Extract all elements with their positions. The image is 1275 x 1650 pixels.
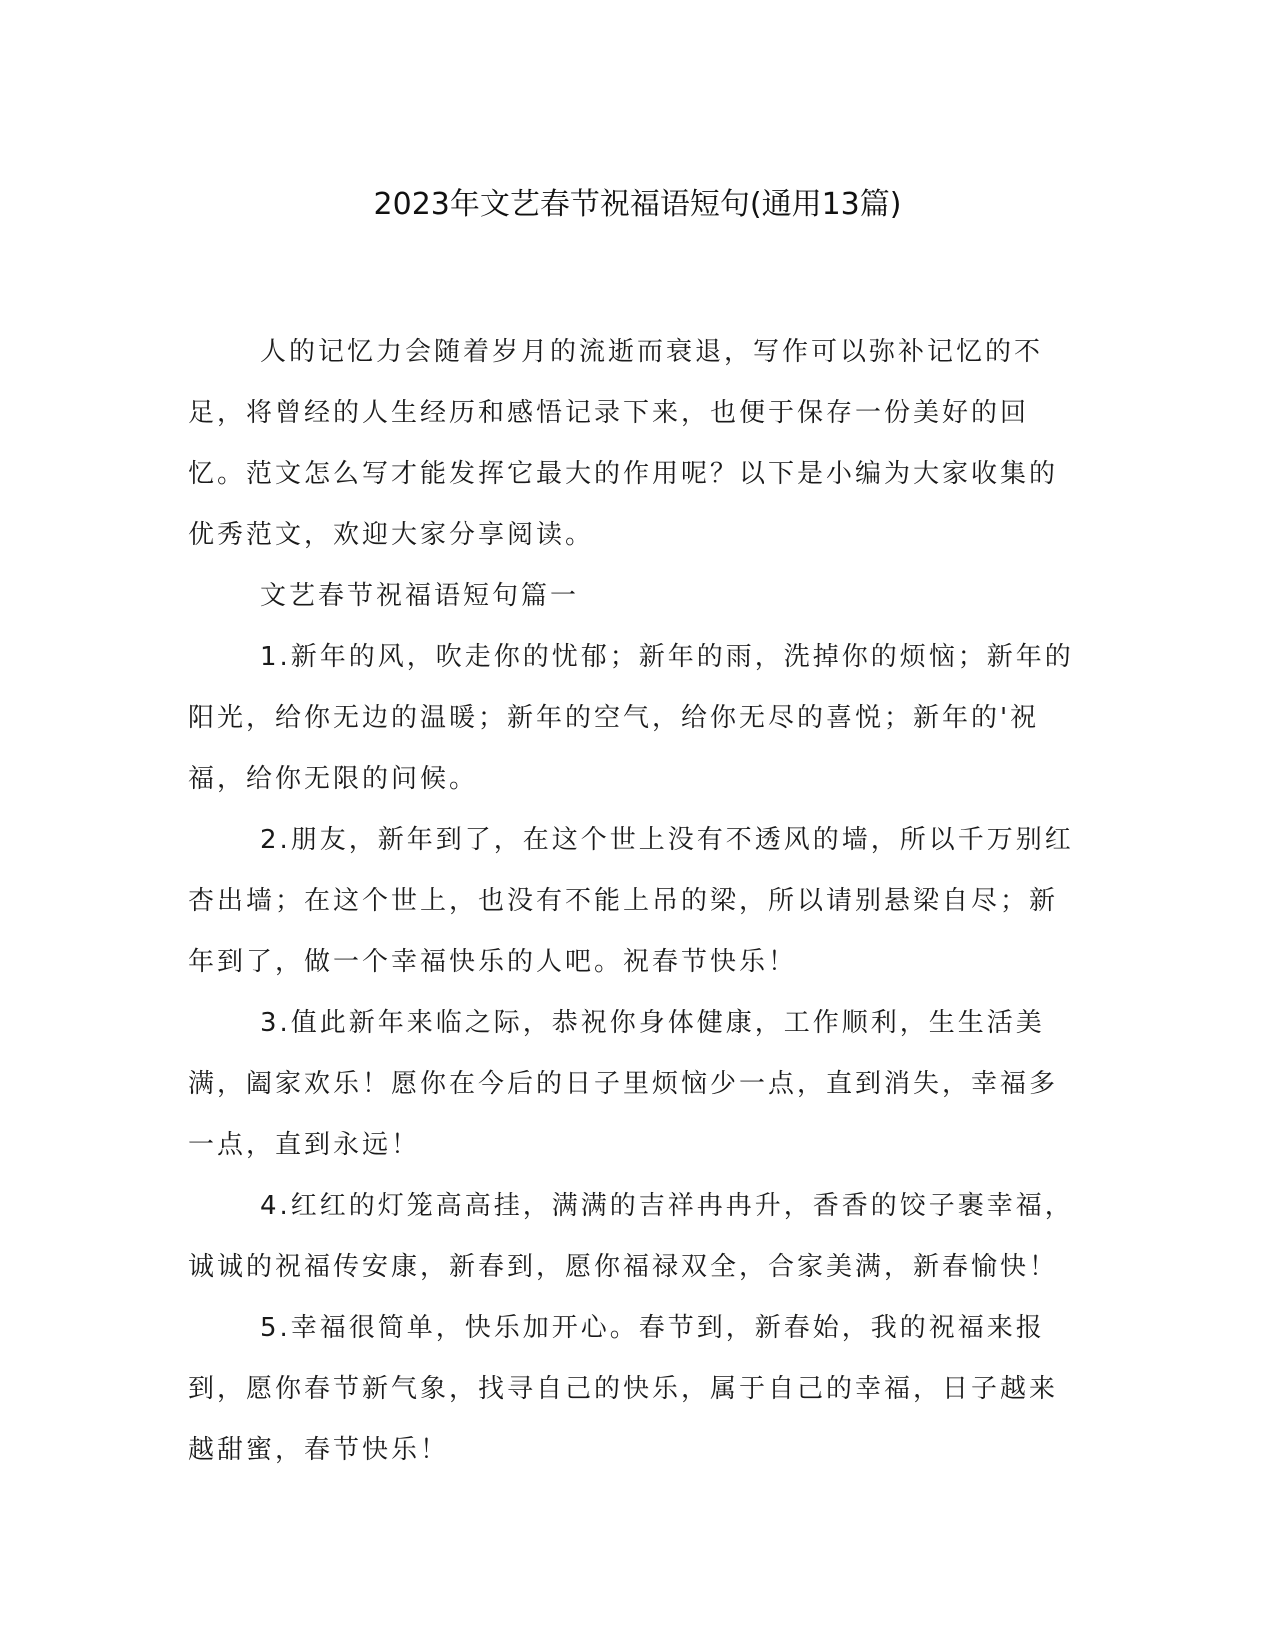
intro-paragraph: 人的记忆力会随着岁月的流逝而衰退，写作可以弥补记忆的不足，将曾经的人生经历和感悟记录下来，也便于保存一份美好的回忆。范文怎么写才能发挥它最大的作用呢？以下是小编为大家收集的优秀范文，欢迎大家分享阅读。	[188, 337, 1059, 550]
greeting-paragraph-1: 1.新年的风，吹走你的忧郁；新年的雨，洗掉你的烦恼；新年的阳光，给你无边的温暖；新年的空气，给你无尽的喜悦；新年的'祝福，给你无限的问候。	[188, 642, 1074, 794]
greeting-paragraph-5: 5.幸福很简单，快乐加开心。春节到，新春始，我的祝福来报到，愿你春节新气象，找寻自己的快乐，属于自己的幸福，日子越来越甜蜜，春节快乐！	[188, 1313, 1059, 1465]
greeting-paragraph-2: 2.朋友，新年到了，在这个世上没有不透风的墙，所以千万别红杏出墙；在这个世上，也没有不能上吊的梁，所以请别悬梁自尽；新年到了，做一个幸福快乐的人吧。祝春节快乐！	[188, 825, 1074, 977]
greeting-paragraph-4: 4.红红的灯笼高高挂，满满的吉祥冉冉升，香香的饺子裹幸福，诚诚的祝福传安康，新春到，愿你福禄双全，合家美满，新春愉快！	[188, 1191, 1074, 1282]
document-title: 2023年文艺春节祝福语短句(通用13篇)	[373, 187, 902, 222]
greeting-paragraph-3: 3.值此新年来临之际，恭祝你身体健康，工作顺利，生生活美满，阖家欢乐！愿你在今后的日子里烦恼少一点，直到消失，幸福多一点，直到永远！	[188, 1008, 1059, 1160]
section-heading: 文艺春节祝福语短句篇一	[260, 581, 580, 611]
document-body	[188, 322, 1078, 1481]
